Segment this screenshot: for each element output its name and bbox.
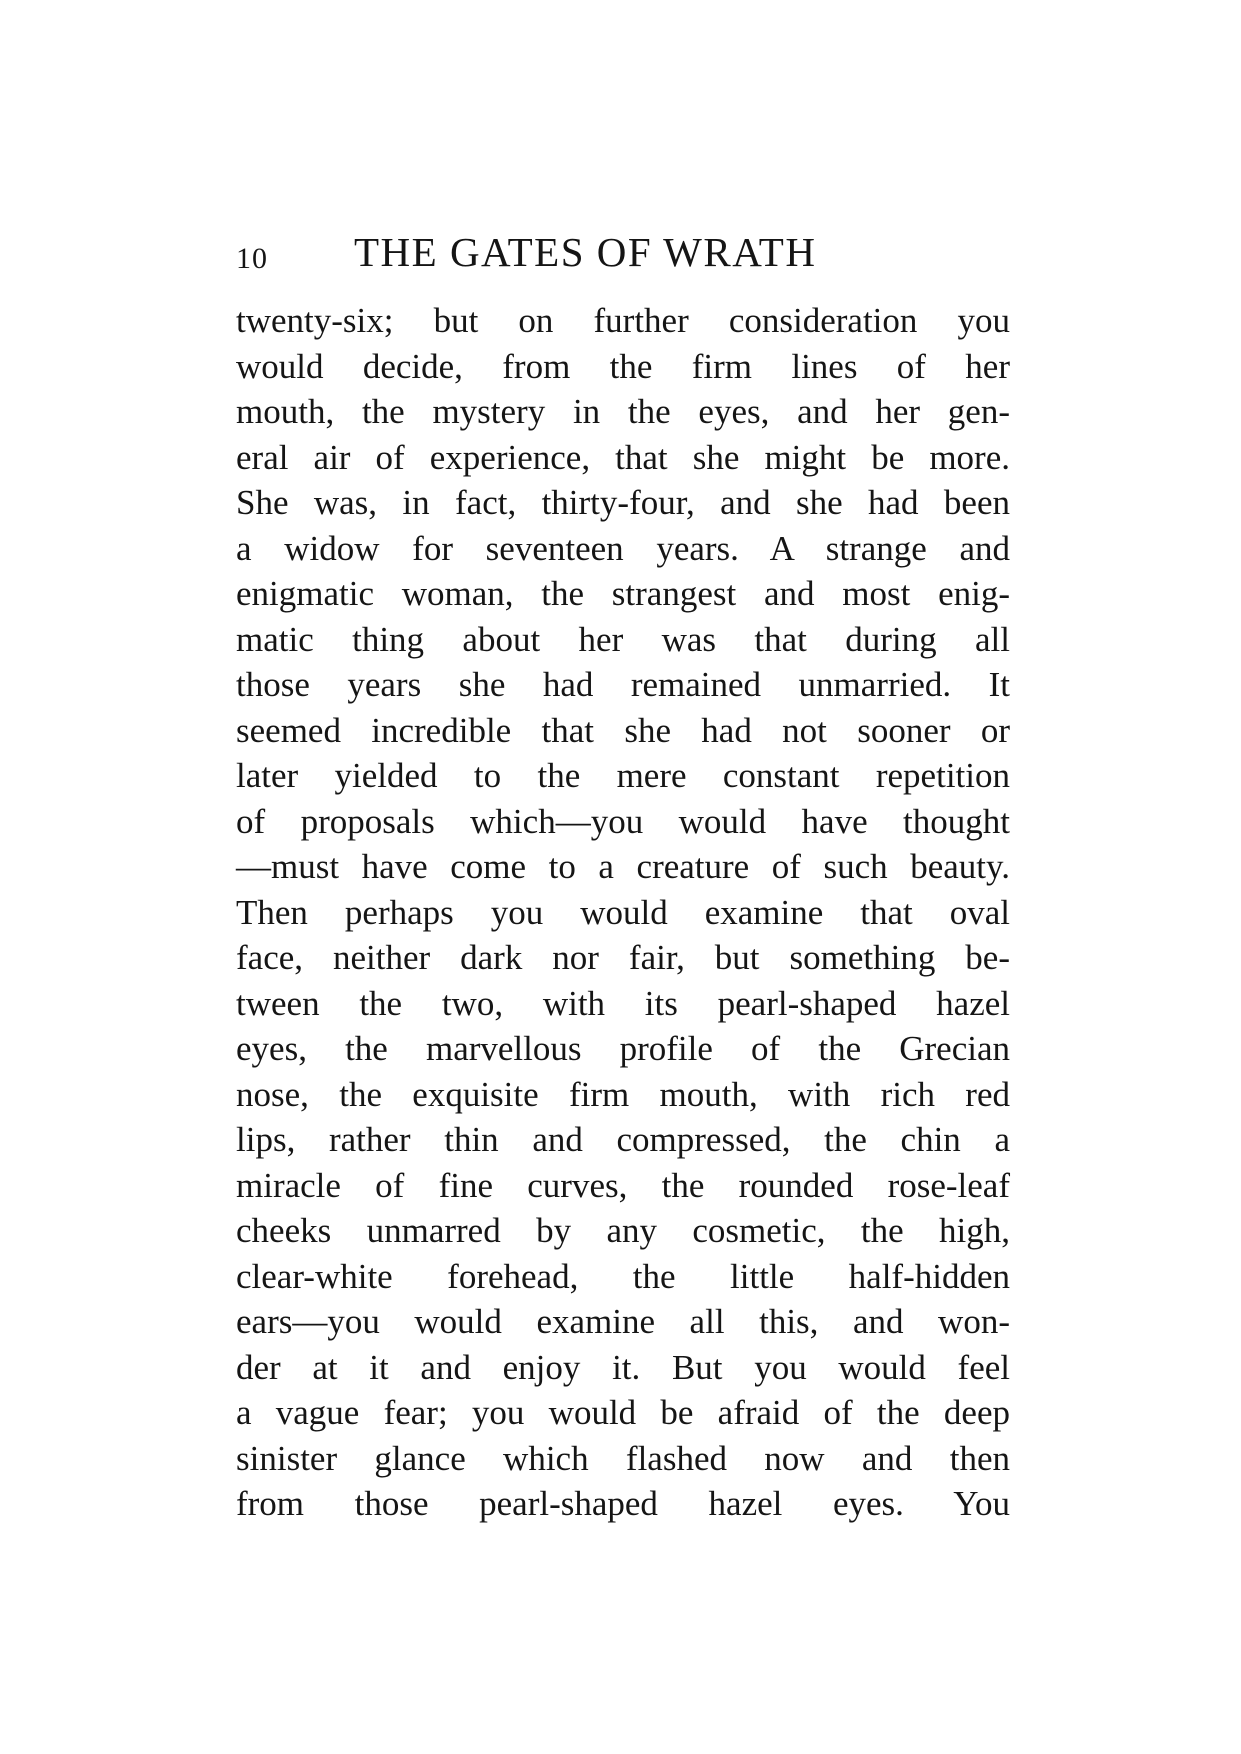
text-line: matic thing about her was that during all <box>236 619 1010 659</box>
text-line: tween the two, with its pearl-shaped hazel <box>236 983 1010 1023</box>
text-line: eyes, the marvellous profile of the Grecian <box>236 1029 1010 1068</box>
text-line: clear-white forehead, the little half-hidden <box>236 1256 1010 1296</box>
text-line: later yielded to the mere constant repetition <box>236 756 1010 795</box>
text-line: a widow for seventeen years. A strange and <box>236 528 1010 568</box>
text-line: enigmatic woman, the strangest and most enig- <box>236 574 1010 613</box>
text-line: der at it and enjoy it. But you would feel <box>236 1347 1010 1387</box>
text-line: mouth, the mystery in the eyes, and her gen- <box>236 392 1010 431</box>
text-line: from those pearl-shaped hazel eyes. You <box>236 1484 1010 1523</box>
text-line: miracle of fine curves, the rounded rose-leaf <box>236 1165 1010 1205</box>
text-line: ears—you would examine all this, and won- <box>236 1302 1010 1341</box>
text-line: nose, the exquisite firm mouth, with rich red <box>236 1074 1010 1114</box>
body-text <box>236 298 1010 1527</box>
text-line: Then perhaps you would examine that oval <box>236 892 1010 932</box>
text-line: would decide, from the firm lines of her <box>236 346 1010 386</box>
text-line: seemed incredible that she had not sooner or <box>236 710 1010 750</box>
text-line: —must have come to a creature of such beauty. <box>236 847 1010 886</box>
text-line: those years she had remained unmarried. It <box>236 665 1010 704</box>
text-line: a vague fear; you would be afraid of the deep <box>236 1393 1010 1432</box>
text-line: face, neither dark nor fair, but something be- <box>236 938 1010 977</box>
text-line: sinister glance which flashed now and then <box>236 1438 1010 1478</box>
text-line: cheeks unmarred by any cosmetic, the high, <box>236 1211 1010 1250</box>
text-line: twenty-six; but on further consideration you <box>236 301 1010 340</box>
page-number: 10 <box>236 242 268 275</box>
text-line: lips, rather thin and compressed, the chin a <box>236 1120 1010 1159</box>
book-title: THE GATES OF WRATH <box>354 229 817 275</box>
running-head <box>236 229 1016 284</box>
text-line: of proposals which—you would have thought <box>236 801 1010 841</box>
text-line: She was, in fact, thirty-four, and she had been <box>236 483 1010 522</box>
text-line: eral air of experience, that she might be more. <box>236 437 1010 477</box>
